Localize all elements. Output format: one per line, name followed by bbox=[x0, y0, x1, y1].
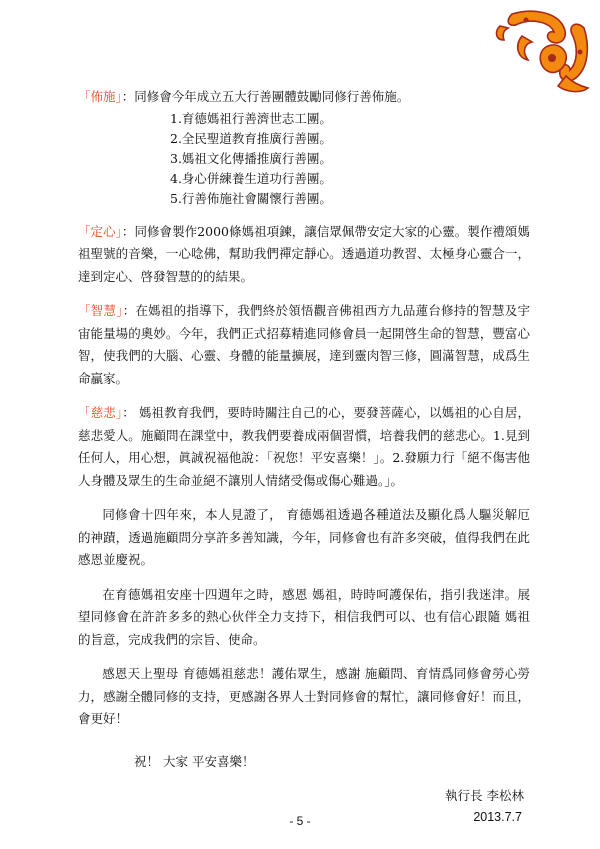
wisdom-text: ：在媽祖的指導下，我們終於領悟觀音佛祖西方九品蓮台修持的智慧及宇宙能量場的奧妙。今年，我們正式招募精進同修會員一起開啓生命的智慧，豐富心智，使我們的大腦、心靈、身體的能量擴展，達到靈肉智三修，圓滿智慧，成爲生命贏家。 bbox=[78, 303, 530, 386]
anniversary-text: 在育德媽祖安座十四週年之時，感恩 媽祖，時時呵護保佑，指引我迷津。展望同修會在許許多多的熱心伙伴全力支持下，相信我們可以、也有信心跟隨 媽祖的旨意，完成我們的宗旨、使命。 bbox=[78, 586, 530, 647]
charity-groups-list bbox=[78, 109, 530, 209]
focus-paragraph bbox=[78, 221, 530, 289]
signature: 執行長 李松林 bbox=[445, 787, 524, 803]
charity-text: ：同修會今年成立五大行善團體鼓勵同修行善佈施。 bbox=[121, 89, 410, 104]
page-number: - 5 - bbox=[289, 814, 311, 828]
letter-body bbox=[78, 86, 530, 827]
list-item: 5.行善佈施社會關懷行善團。 bbox=[170, 190, 332, 206]
blessing-line: 祝！ 大家 平安喜樂！ bbox=[134, 753, 255, 769]
letter-date: 2013.7.7 bbox=[473, 809, 522, 824]
wisdom-label: 「智慧」 bbox=[78, 303, 123, 318]
charity-paragraph bbox=[78, 86, 530, 109]
focus-label: 「定心」 bbox=[78, 223, 122, 239]
focus-text: ：同修會製作2000條媽祖項鍊，讓信眾佩帶安定大家的心靈。製作禮頌媽祖聖號的音樂，一心唸佛，幫助我們禪定靜心。透過道功教習、太極身心靈合一，達到定心、啓發智慧的的結果。 bbox=[78, 223, 530, 284]
anniversary-paragraph bbox=[78, 584, 530, 652]
compassion-paragraph bbox=[78, 402, 530, 492]
list-item: 4.身心併練養生道功行善團。 bbox=[170, 170, 332, 186]
list-item: 3.媽祖文化傳播推廣行善團。 bbox=[170, 150, 332, 166]
gratitude-paragraph bbox=[78, 663, 530, 731]
testimony-text: 同修會十四年來，本人見證了， 育德媽祖透過各種道法及顯化爲人驅災解厄的神蹟，透過施顧問分享許多善知識，今年，同修會也有許多突破，值得我們在此感恩並慶祝。 bbox=[78, 507, 530, 567]
wisdom-paragraph bbox=[78, 300, 530, 390]
testimony-paragraph bbox=[78, 504, 530, 572]
gratitude-text: 感恩天上聖母 育德媽祖慈悲！護佑眾生，感謝 施顧問、育情爲同修會勞心勞力，感謝全體同修的支持，更感謝各界人士對同修會的幫忙，讓同修會好！而且，會更好！ bbox=[78, 666, 530, 726]
list-item: 2.全民聖道教育推廣行善團。 bbox=[170, 130, 332, 146]
list-item: 1.育德媽祖行善濟世志工團。 bbox=[170, 110, 332, 126]
compassion-label: 「慈悲」 bbox=[78, 405, 123, 420]
compassion-text: ： 媽祖教育我們，要時時關注自己的心，要發菩薩心，以媽祖的心自居，慈悲愛人。施顧問在課堂中，教我們要養成兩個習慣，培養我們的慈悲心。1.見到任何人，用心想，眞誠祝福他說：「祝您！平安喜樂！」。2.發願力行「絕不傷害他人身體及眾生的生命並絕不讓別人情緒受傷或傷心難過。」。 bbox=[78, 405, 530, 488]
charity-label: 「佈施」 bbox=[78, 89, 122, 104]
